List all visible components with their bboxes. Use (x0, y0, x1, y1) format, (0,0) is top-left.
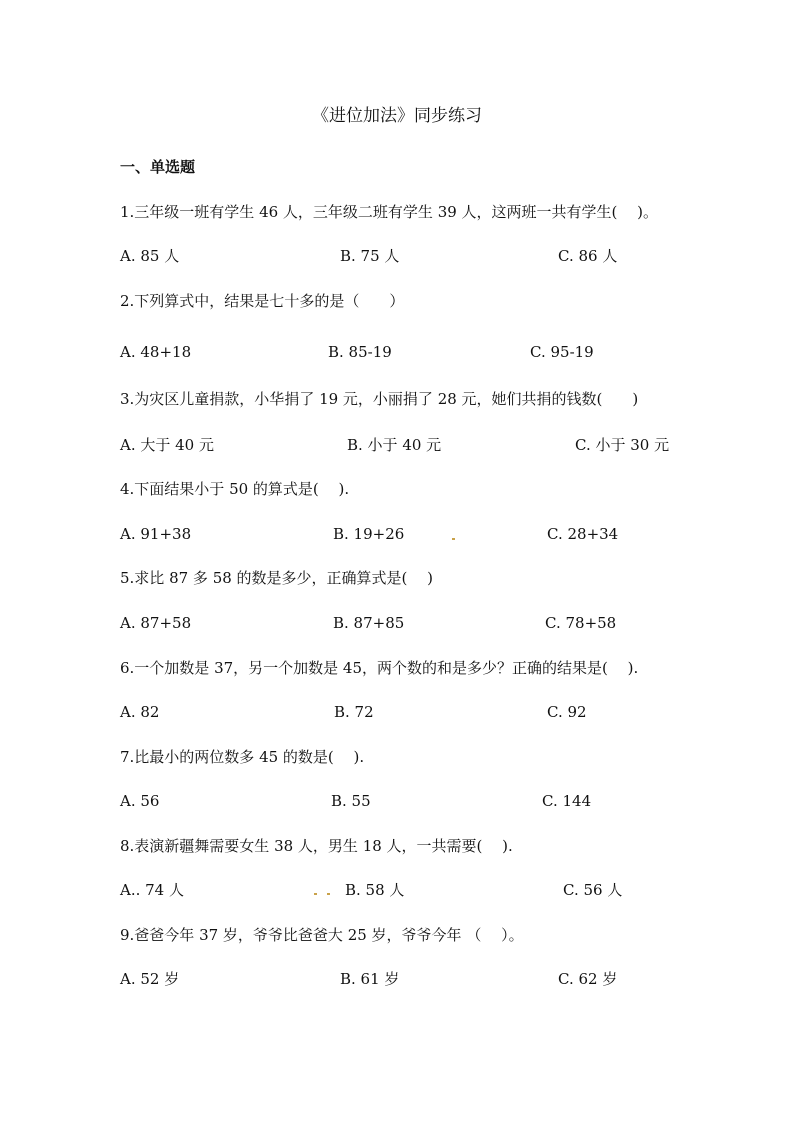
option-4-c[interactable]: C. 28+34 (547, 525, 619, 543)
option-5-a[interactable]: A. 87+58 (120, 614, 192, 632)
option-2-c[interactable]: C. 95-19 (530, 343, 594, 361)
option-4-a[interactable]: A. 91+38 (120, 525, 192, 543)
question-1: 1.三年级一班有学生 46 人，三年级二班有学生 39 人，这两班一共有学生( )。 (120, 203, 659, 221)
option-6-b[interactable]: B. 72 (334, 703, 374, 721)
option-2-a[interactable]: A. 48+18 (120, 343, 192, 361)
option-7-a[interactable]: A. 56 (120, 792, 160, 810)
stray-mark (452, 538, 455, 540)
option-1-b[interactable]: B. 75 人 (340, 247, 400, 265)
question-9: 9.爸爸今年 37 岁，爷爷比爸爸大 25 岁，爷爷今年 （ ）。 (120, 926, 524, 944)
option-8-b[interactable]: B. 58 人 (345, 881, 405, 899)
option-6-a[interactable]: A. 82 (120, 703, 160, 721)
option-3-a[interactable]: A. 大于 40 元 (120, 436, 214, 454)
option-3-c[interactable]: C. 小于 30 元 (575, 436, 670, 454)
option-8-c[interactable]: C. 56 人 (563, 881, 623, 899)
option-3-b[interactable]: B. 小于 40 元 (347, 436, 442, 454)
option-1-c[interactable]: C. 86 人 (558, 247, 618, 265)
option-6-c[interactable]: C. 92 (547, 703, 587, 721)
option-4-b[interactable]: B. 19+26 (333, 525, 405, 543)
stray-mark (327, 893, 330, 895)
section-heading: 一、单选题 (120, 158, 196, 176)
question-3: 3.为灾区儿童捐款，小华捐了 19 元，小丽捐了 28 元，她们共捐的钱数( ) (120, 390, 639, 408)
option-7-b[interactable]: B. 55 (331, 792, 371, 810)
option-2-b[interactable]: B. 85-19 (328, 343, 392, 361)
option-9-b[interactable]: B. 61 岁 (340, 970, 400, 988)
option-5-b[interactable]: B. 87+85 (333, 614, 405, 632)
question-8: 8.表演新疆舞需要女生 38 人，男生 18 人，一共需要( ). (120, 837, 513, 855)
page-title: 《进位加法》同步练习 (312, 106, 482, 126)
option-8-a[interactable]: A.. 74 人 (120, 881, 184, 899)
option-7-c[interactable]: C. 144 (542, 792, 592, 810)
option-9-c[interactable]: C. 62 岁 (558, 970, 618, 988)
option-1-a[interactable]: A. 85 人 (120, 247, 180, 265)
stray-mark (314, 893, 317, 895)
question-4: 4.下面结果小于 50 的算式是( ). (120, 480, 350, 498)
option-9-a[interactable]: A. 52 岁 (120, 970, 180, 988)
option-5-c[interactable]: C. 78+58 (545, 614, 617, 632)
question-2: 2.下列算式中，结果是七十多的是（ ） (120, 292, 405, 310)
question-5: 5.求比 87 多 58 的数是多少，正确算式是( ) (120, 569, 434, 587)
question-6: 6.一个加数是 37，另一个加数是 45，两个数的和是多少？正确的结果是( ). (120, 659, 639, 677)
question-7: 7.比最小的两位数多 45 的数是( ). (120, 748, 365, 766)
